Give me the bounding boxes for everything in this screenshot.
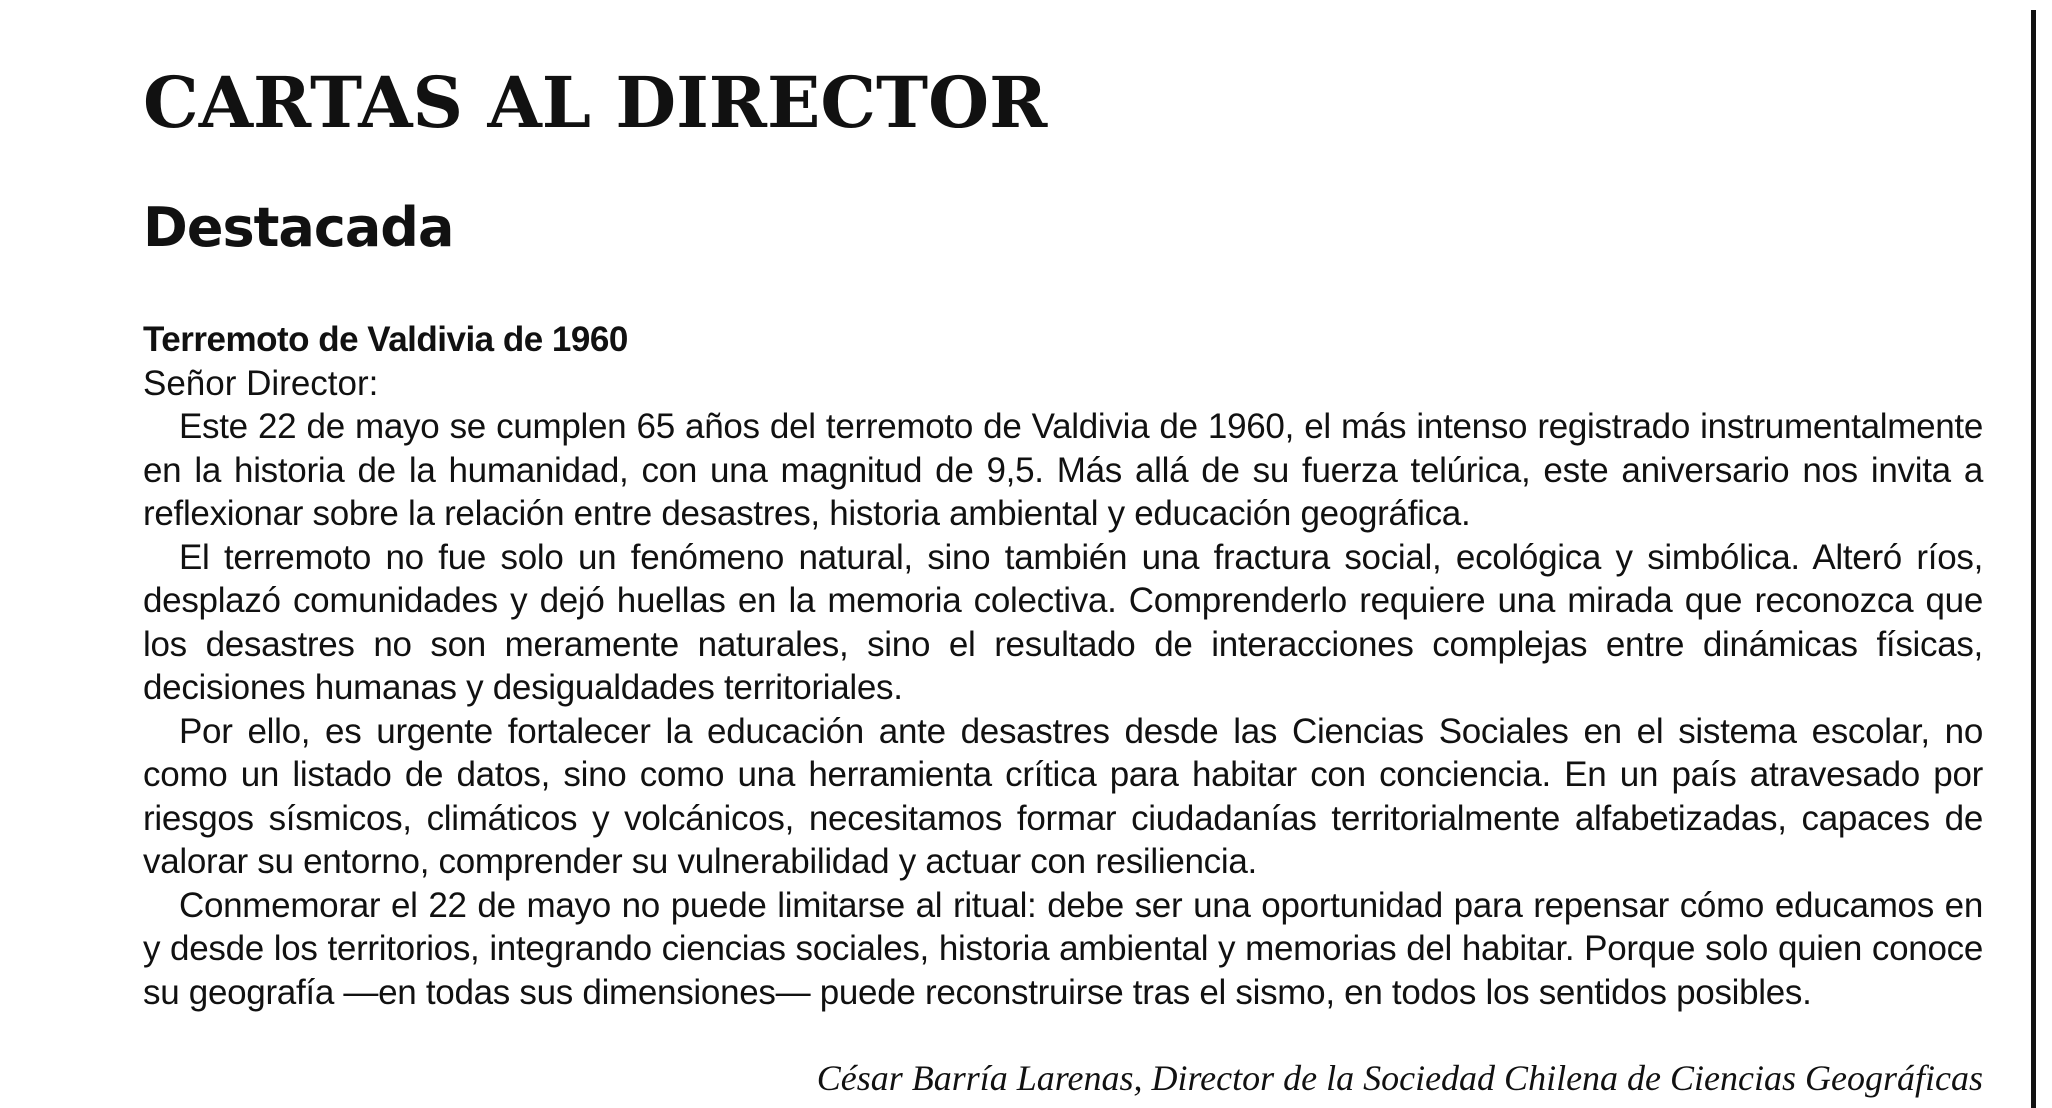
column-divider [2031, 10, 2036, 1108]
featured-letter [143, 318, 1983, 1014]
letter-title: Terremoto de Valdivia de 1960 [143, 320, 628, 359]
letter-paragraph-4: Conmemorar el 22 de mayo no puede limitarse al ritual: debe ser una oportunidad para repensar cómo educamos en y desde los territorios, integrando ciencias sociales, historia ambiental y memorias del habitar. Porque solo quien conoce su geografía —en todas sus dimensiones— puede reconstruirse tras el sismo, en todos los sentidos posibles. [143, 885, 1983, 1012]
letter-salutation: Señor Director: [143, 364, 379, 403]
section-title: CARTAS AL DIRECTOR [143, 61, 1048, 144]
subsection-title: Destacada [143, 196, 454, 259]
letter-paragraph-3: Por ello, es urgente fortalecer la educación ante desastres desde las Ciencias Sociales en el sistema escolar, no como un listado de datos, sino como una herramienta crítica para habitar con conciencia. En un país atravesado por riesgos sísmicos, climáticos y volcánicos, necesitamos formar ciudadanías territorialmente alfabetizadas, capaces de valorar su entorno, comprender su vulnerabilidad y actuar con resiliencia. [143, 711, 1983, 881]
letter-paragraph-2: El terremoto no fue solo un fenómeno natural, sino también una fractura social, ecológica y simbólica. Alteró ríos, desplazó comunidades y dejó huellas en la memoria colectiva. Comprenderlo requiere una mirada que reconozca que los desastres no son meramente naturales, sino el resultado de interacciones complejas entre dinámicas físicas, decisiones humanas y desigualdades territoriales. [143, 537, 1983, 707]
letter-paragraph-1: Este 22 de mayo se cumplen 65 años del terremoto de Valdivia de 1960, el más intenso registrado instrumentalmente en la historia de la humanidad, con una magnitud de 9,5. Más allá de su fuerza telúrica, este aniversario nos invita a reflexionar sobre la relación entre desastres, historia ambiental y educación geográfica. [143, 407, 1983, 533]
letter-signature: César Barría Larenas, Director de la Sociedad Chilena de Ciencias Geográficas [816, 1058, 1983, 1098]
